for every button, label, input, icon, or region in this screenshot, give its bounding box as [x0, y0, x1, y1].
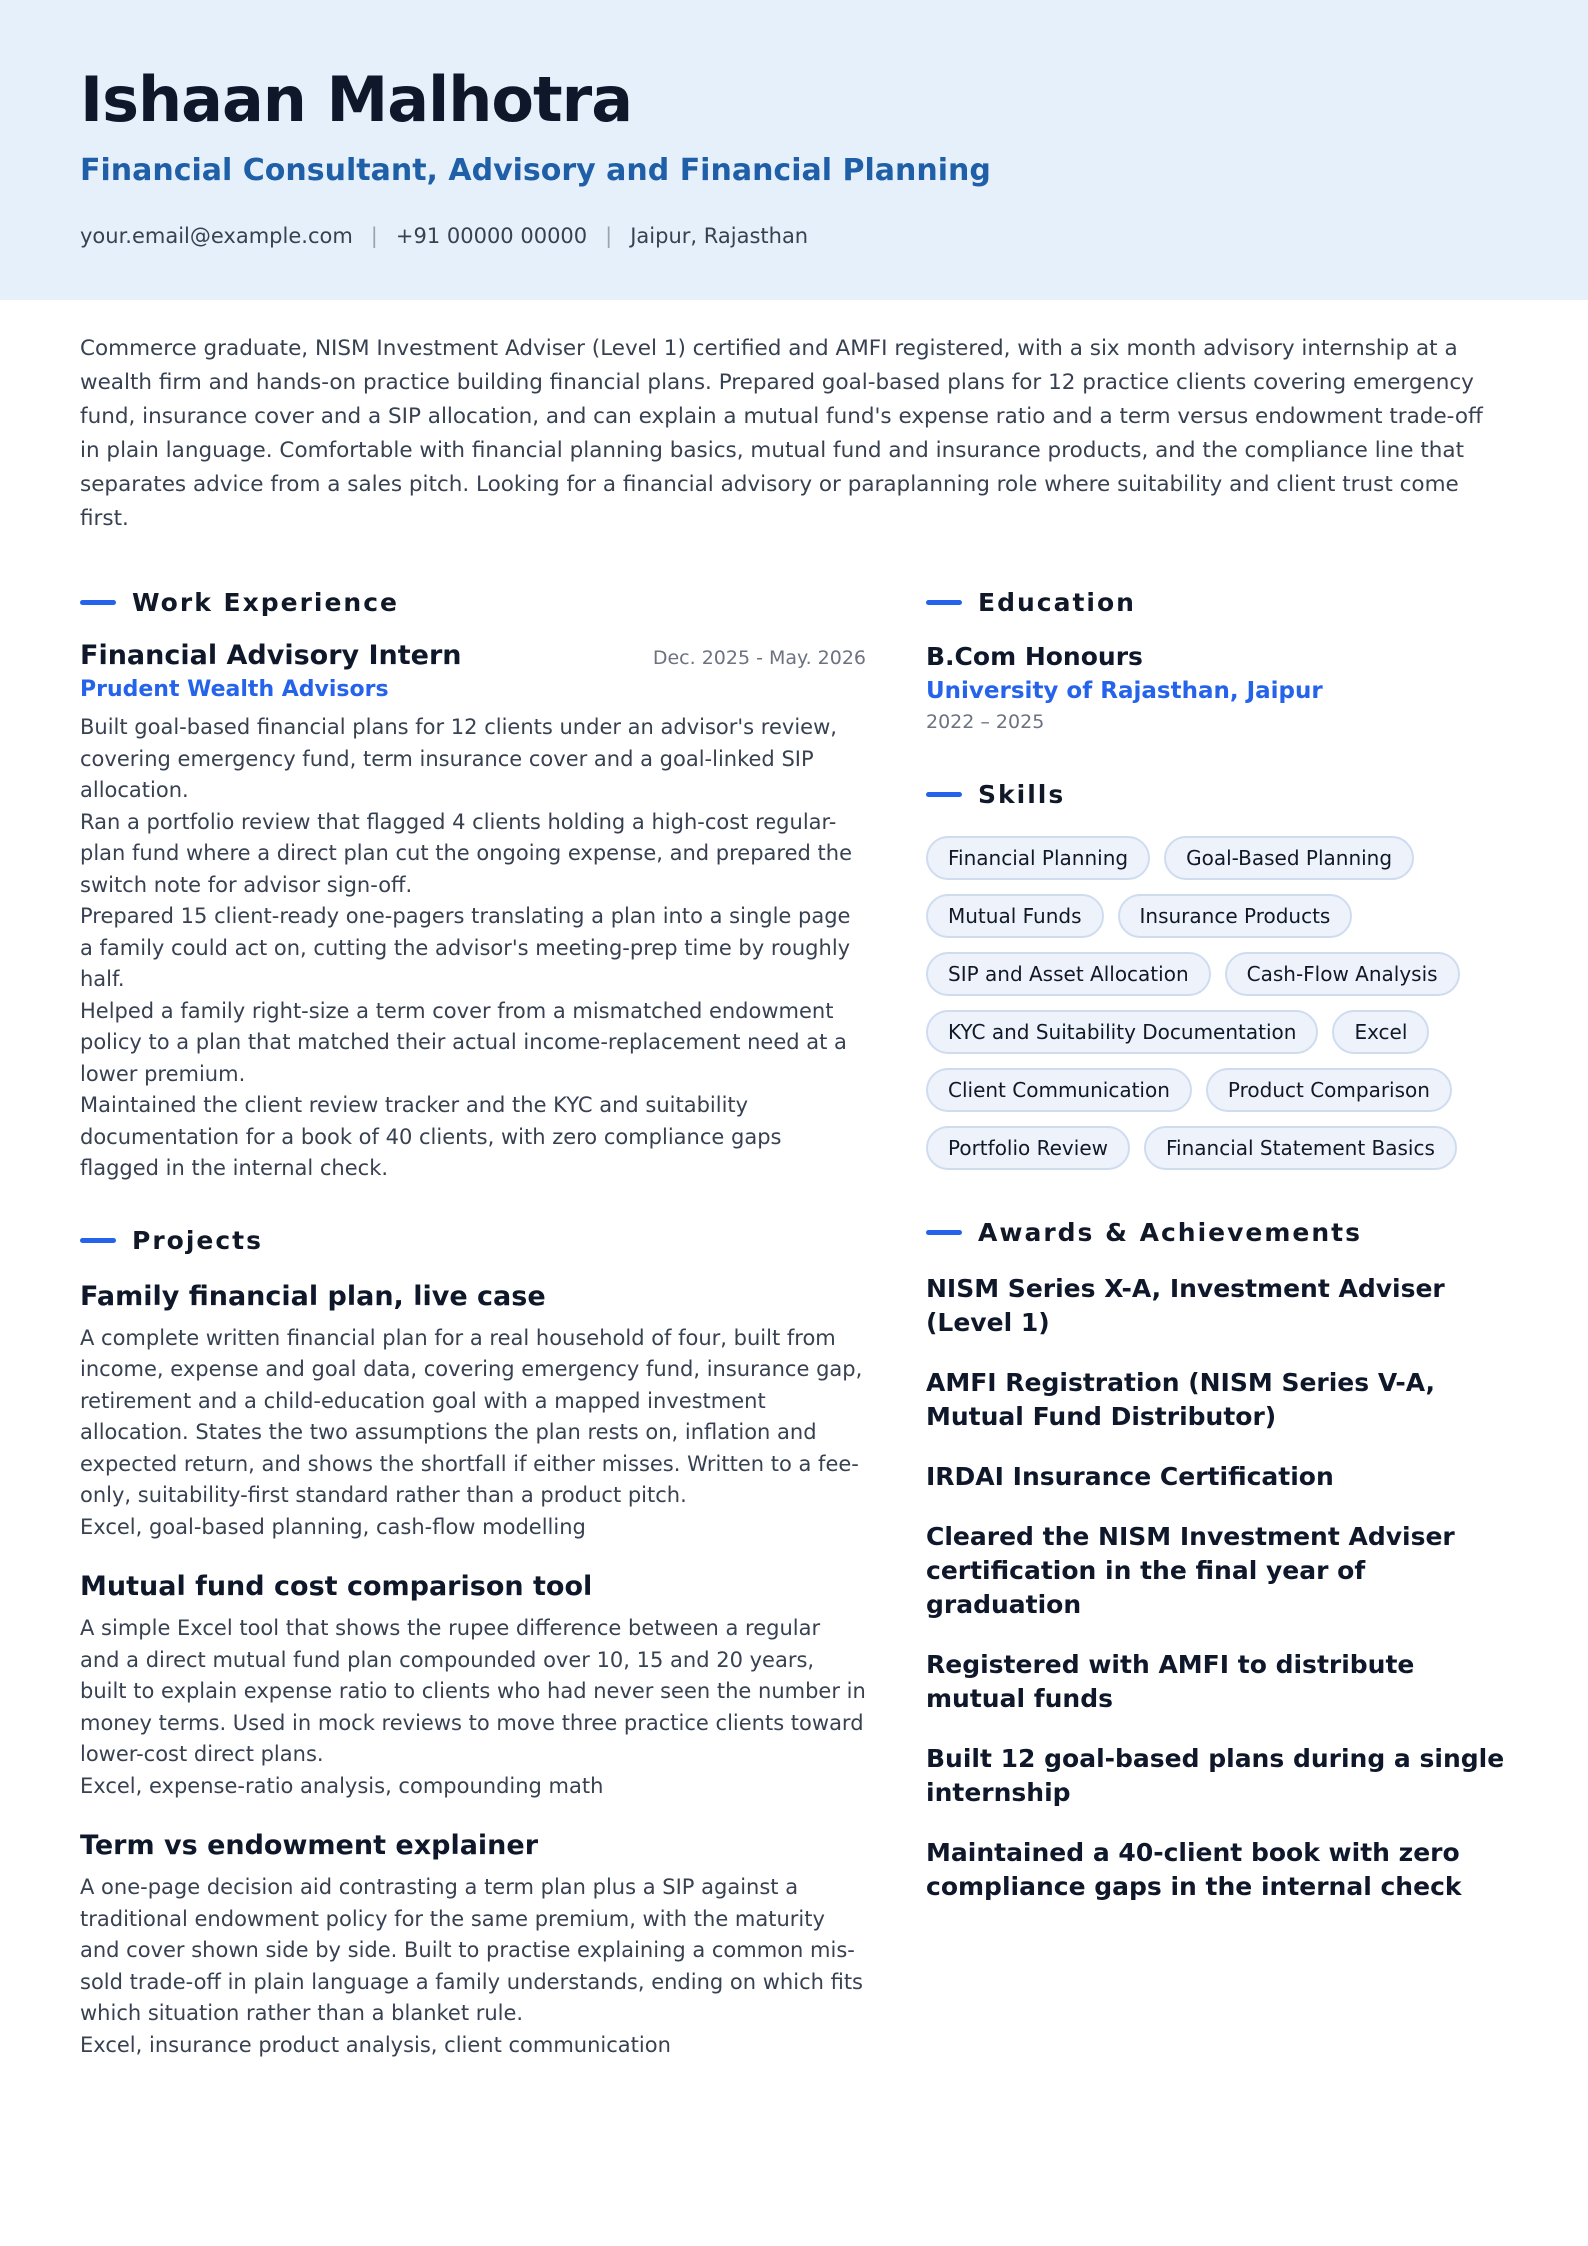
award-item: AMFI Registration (NISM Series V-A, Mutual Fund Distributor)	[926, 1368, 1436, 1431]
job-bullet: Prepared 15 client-ready one-pagers translating a plan into a single page a family could act on, cutting the advisor's meeting-prep time by roughly half.	[80, 904, 851, 991]
award-item: Maintained a 40-client book with zero compliance gaps in the internal check	[926, 1838, 1462, 1901]
candidate-headline: Financial Consultant, Advisory and Financial Planning	[80, 153, 991, 188]
skill-chip: KYC and Suitability Documentation	[926, 1010, 1318, 1054]
skill-chip: Product Comparison	[1206, 1068, 1452, 1112]
contact-separator: |	[605, 224, 613, 248]
contact-separator: |	[370, 224, 378, 248]
section-heading-awards	[926, 1214, 1506, 1250]
skill-chip: Cash-Flow Analysis	[1225, 952, 1460, 996]
skill-chip: Insurance Products	[1118, 894, 1353, 938]
section-accent-bar	[80, 600, 116, 605]
skill-chip: Client Communication	[926, 1068, 1192, 1112]
job-bullet: Built goal-based financial plans for 12 clients under an advisor's review, covering emergency fund, term insurance cover and a goal-linked SIP allocation.	[80, 715, 837, 802]
section-heading-projects	[80, 1223, 866, 1259]
job-bullet: Ran a portfolio review that flagged 4 clients holding a high-cost regular-plan fund where a direct plan cut the ongoing expense, and prepared the switch note for advisor sign-off.	[80, 809, 852, 897]
skill-chip: Goal-Based Planning	[1164, 836, 1414, 880]
project-tech: Excel, insurance product analysis, client communication	[80, 2032, 671, 2057]
section-heading-education	[926, 584, 1506, 620]
section-accent-bar	[926, 792, 962, 797]
project-entry	[80, 1828, 866, 2061]
section-heading-experience	[80, 584, 866, 620]
contact-info	[80, 224, 1508, 248]
resume-body	[0, 584, 1588, 2061]
section-title: Projects	[132, 1226, 264, 1255]
job-company: Prudent Wealth Advisors	[80, 677, 389, 702]
job-header	[80, 640, 866, 671]
project-title: Mutual fund cost comparison tool	[80, 1571, 593, 1602]
project-entry	[80, 1569, 866, 1802]
job-title: Financial Advisory Intern	[80, 640, 462, 671]
contact-email[interactable]: your.email@example.com	[80, 224, 353, 248]
awards-section	[926, 1214, 1506, 1904]
contact-phone[interactable]: +91 00000 00000	[395, 224, 588, 248]
project-tech: Excel, expense-ratio analysis, compounding math	[80, 1773, 604, 1798]
education-years: 2022 – 2025	[926, 711, 1045, 733]
award-item: Cleared the NISM Investment Adviser certification in the final year of graduation	[926, 1522, 1455, 1619]
education-entry	[926, 640, 1506, 736]
project-description: A one-page decision aid contrasting a term plan plus a SIP against a traditional endowment policy for the same premium, with the maturity and cover shown side by side. Built to practise explaining a common mis-sold trade-off in plain language a family understands, ending on which fits which situation rather than a blanket rule.	[80, 1875, 863, 2025]
section-heading-skills	[926, 776, 1506, 812]
school: University of Rajasthan, Jaipur	[926, 678, 1323, 704]
skill-chips	[926, 836, 1506, 1170]
project-entry	[80, 1279, 866, 1544]
job-dates: Dec. 2025 - May. 2026	[652, 647, 866, 669]
awards-list	[926, 1272, 1506, 1904]
award-item: IRDAI Insurance Certification	[926, 1462, 1334, 1491]
professional-summary: Commerce graduate, NISM Investment Adviser (Level 1) certified and AMFI registered, with a six month advisory internship at a wealth firm and hands-on practice building financial plans. Prepared goal-based plans for 12 practice clients covering emergency fund, insurance cover and a SIP allocation, and can explain a mutual fund's expense ratio and a term versus endowment trade-off in plain language. Comfortable with financial planning basics, mutual fund and insurance products, and the compliance line that separates advice from a sales pitch. Looking for a financial advisory or paraplanning role where suitability and client trust come first.	[80, 336, 1483, 531]
section-title: Skills	[978, 779, 1066, 809]
skill-chip: Portfolio Review	[926, 1126, 1130, 1170]
job-bullets	[80, 712, 866, 1185]
contact-location: Jaipur, Rajasthan	[630, 224, 809, 248]
section-accent-bar	[80, 1238, 116, 1243]
candidate-name: Ishaan Malhotra	[80, 63, 633, 136]
job-bullet: Maintained the client review tracker and the KYC and suitability documentation for a book of 40 clients, with zero compliance gaps flagged in the internal check.	[80, 1093, 782, 1180]
resume-header	[0, 0, 1588, 300]
award-item: Built 12 goal-based plans during a single internship	[926, 1744, 1505, 1807]
award-item: Registered with AMFI to distribute mutual funds	[926, 1650, 1415, 1713]
project-description: A simple Excel tool that shows the rupee difference between a regular and a direct mutual fund plan compounded over 10, 15 and 20 years, built to explain expense ratio to clients who had never seen the number in money terms. Used in mock reviews to move three practice clients toward lower-cost direct plans.	[80, 1616, 866, 1766]
project-title: Family financial plan, live case	[80, 1280, 546, 1312]
skill-chip: Financial Statement Basics	[1144, 1126, 1457, 1170]
section-accent-bar	[926, 600, 962, 605]
skill-chip: SIP and Asset Allocation	[926, 952, 1211, 996]
skill-chip: Financial Planning	[926, 836, 1150, 880]
skills-section	[926, 776, 1506, 1170]
section-title: Awards & Achievements	[978, 1217, 1363, 1247]
project-description: A complete written financial plan for a real household of four, built from income, expense and goal data, covering emergency fund, insurance gap, retirement and a child-education goal with a mapped investment allocation. States the two assumptions the plan rests on, inflation and expected return, and shows the shortfall if either misses. Written to a fee-only, suitability-first standard rather than a product pitch.	[80, 1325, 863, 1507]
right-column	[926, 584, 1506, 2061]
section-title: Education	[978, 587, 1136, 617]
project-tech: Excel, goal-based planning, cash-flow modelling	[80, 1514, 586, 1539]
section-title: Work Experience	[132, 587, 399, 617]
project-title: Term vs endowment explainer	[80, 1830, 539, 1861]
degree: B.Com Honours	[926, 642, 1143, 671]
job-bullet: Helped a family right-size a term cover from a mismatched endowment policy to a plan that matched their actual income-replacement need at a lower premium.	[80, 998, 847, 1086]
projects-section	[80, 1223, 866, 2062]
skill-chip: Mutual Funds	[926, 894, 1104, 938]
award-item: NISM Series X-A, Investment Adviser (Level 1)	[926, 1274, 1445, 1337]
skill-chip: Excel	[1332, 1010, 1429, 1054]
section-accent-bar	[926, 1230, 962, 1235]
job-entry	[80, 640, 866, 1185]
left-column	[80, 584, 866, 2061]
